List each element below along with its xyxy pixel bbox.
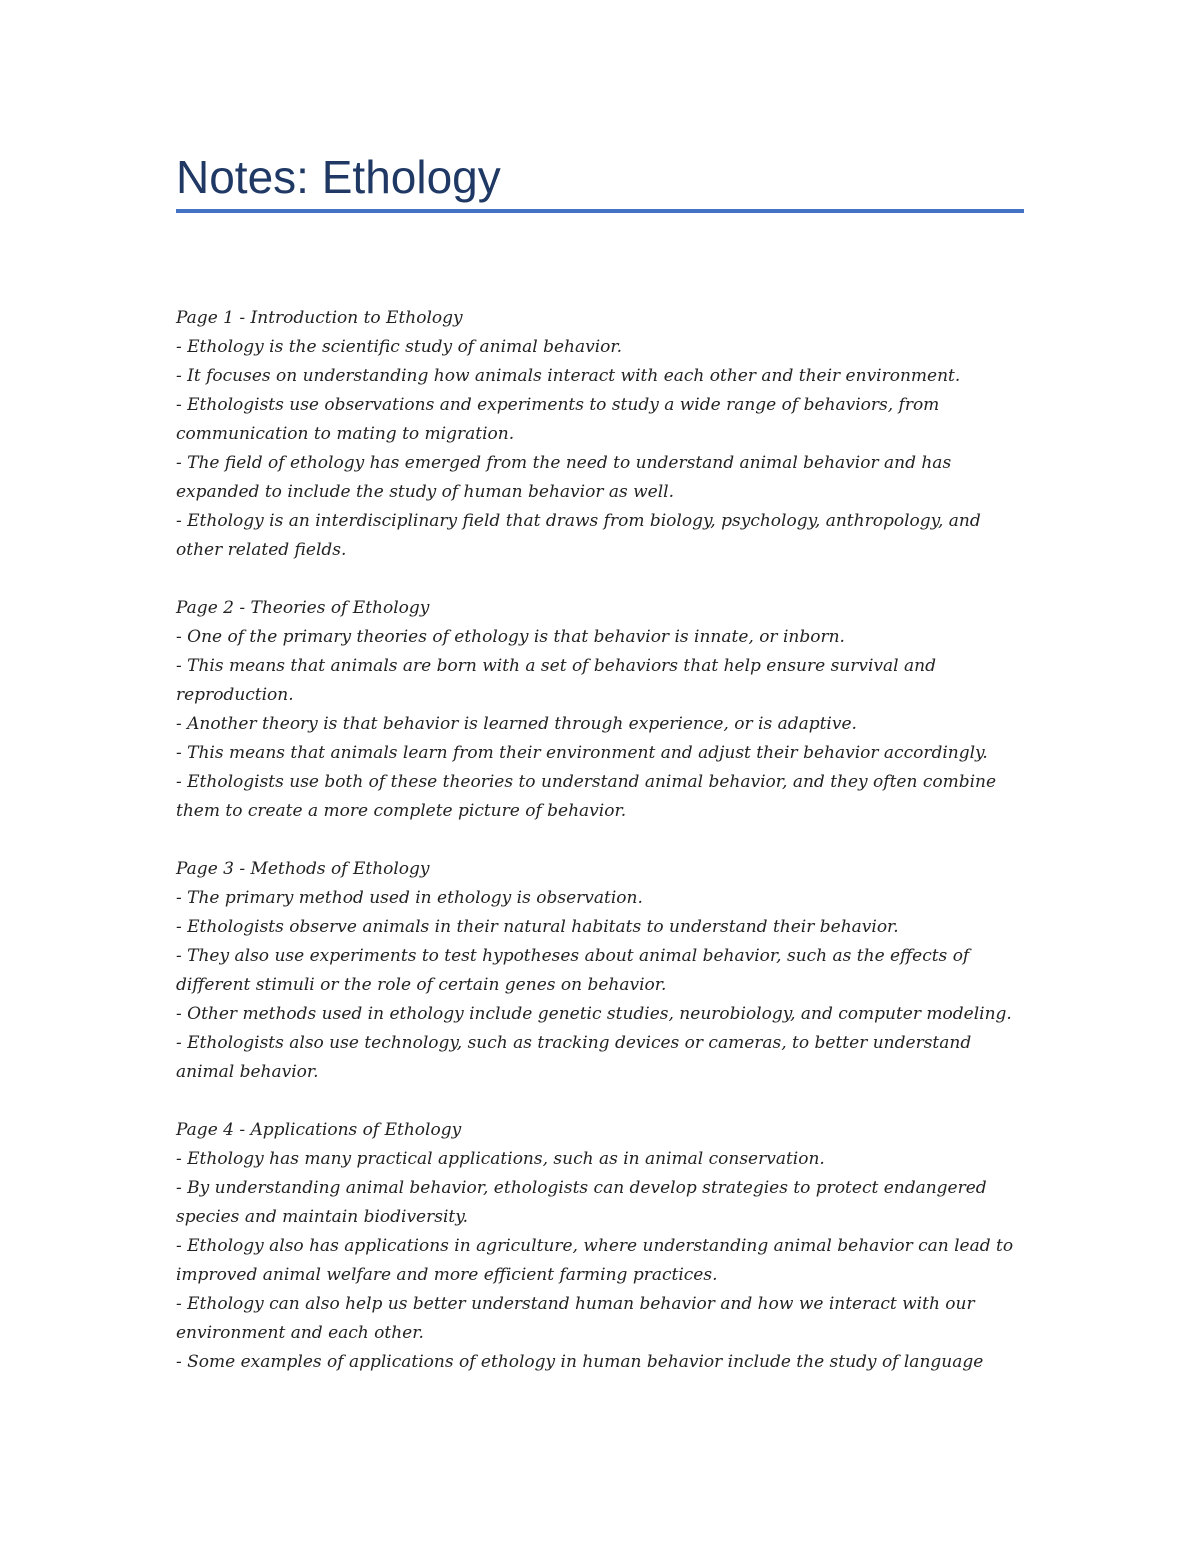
note-line: - The field of ethology has emerged from the need to understand animal behavior and has expanded to include the study of human behavior as well.: [176, 453, 952, 502]
note-line: - This means that animals learn from their environment and adjust their behavior accordingly.: [176, 743, 988, 763]
section-heading: Page 4 - Applications of Ethology: [176, 1120, 462, 1140]
note-line: - This means that animals are born with a set of behaviors that help ensure survival and reproduction.: [176, 656, 936, 705]
note-line: - Ethologists use both of these theories to understand animal behavior, and they often combine them to create a more complete picture of behavior.: [176, 772, 997, 821]
notes-sections: [176, 304, 1024, 1377]
note-line: - Ethology also has applications in agriculture, where understanding animal behavior can lead to improved animal welfare and more efficient farming practices.: [176, 1236, 1014, 1285]
note-line: - Other methods used in ethology include genetic studies, neurobiology, and computer modeling.: [176, 1004, 1012, 1024]
section-heading: Page 3 - Methods of Ethology: [176, 859, 430, 879]
section-heading: Page 2 - Theories of Ethology: [176, 598, 430, 618]
document-body: [176, 150, 1024, 1406]
section-methods: [176, 855, 1024, 1087]
title-underline: [176, 209, 1024, 213]
note-line: - They also use experiments to test hypotheses about animal behavior, such as the effects of different stimuli or the role of certain genes on behavior.: [176, 946, 970, 995]
section-heading: Page 1 - Introduction to Ethology: [176, 308, 463, 328]
note-line: - Ethologists observe animals in their natural habitats to understand their behavior.: [176, 917, 899, 937]
section-introduction: [176, 304, 1024, 565]
note-line: - Some examples of applications of ethology in human behavior include the study of language: [176, 1352, 984, 1372]
note-line: - The primary method used in ethology is observation.: [176, 888, 643, 908]
note-line: - One of the primary theories of ethology is that behavior is innate, or inborn.: [176, 627, 845, 647]
note-line: - By understanding animal behavior, ethologists can develop strategies to protect endangered species and maintain biodiversity.: [176, 1178, 987, 1227]
note-line: - Ethologists use observations and experiments to study a wide range of behaviors, from communication to mating to migration.: [176, 395, 940, 444]
note-line: - Ethology can also help us better understand human behavior and how we interact with our environment and each other.: [176, 1294, 975, 1343]
section-theories: [176, 594, 1024, 826]
note-line: - Ethology is the scientific study of animal behavior.: [176, 337, 623, 357]
note-line: - Ethology is an interdisciplinary field that draws from biology, psychology, anthropology, and other related fields.: [176, 511, 981, 560]
note-line: - It focuses on understanding how animals interact with each other and their environment.: [176, 366, 961, 386]
note-line: - Ethology has many practical applications, such as in animal conservation.: [176, 1149, 825, 1169]
document-title: Notes: Ethology: [176, 151, 501, 203]
section-applications: [176, 1116, 1024, 1377]
note-line: - Ethologists also use technology, such as tracking devices or cameras, to better understand animal behavior.: [176, 1033, 972, 1082]
note-line: - Another theory is that behavior is learned through experience, or is adaptive.: [176, 714, 857, 734]
